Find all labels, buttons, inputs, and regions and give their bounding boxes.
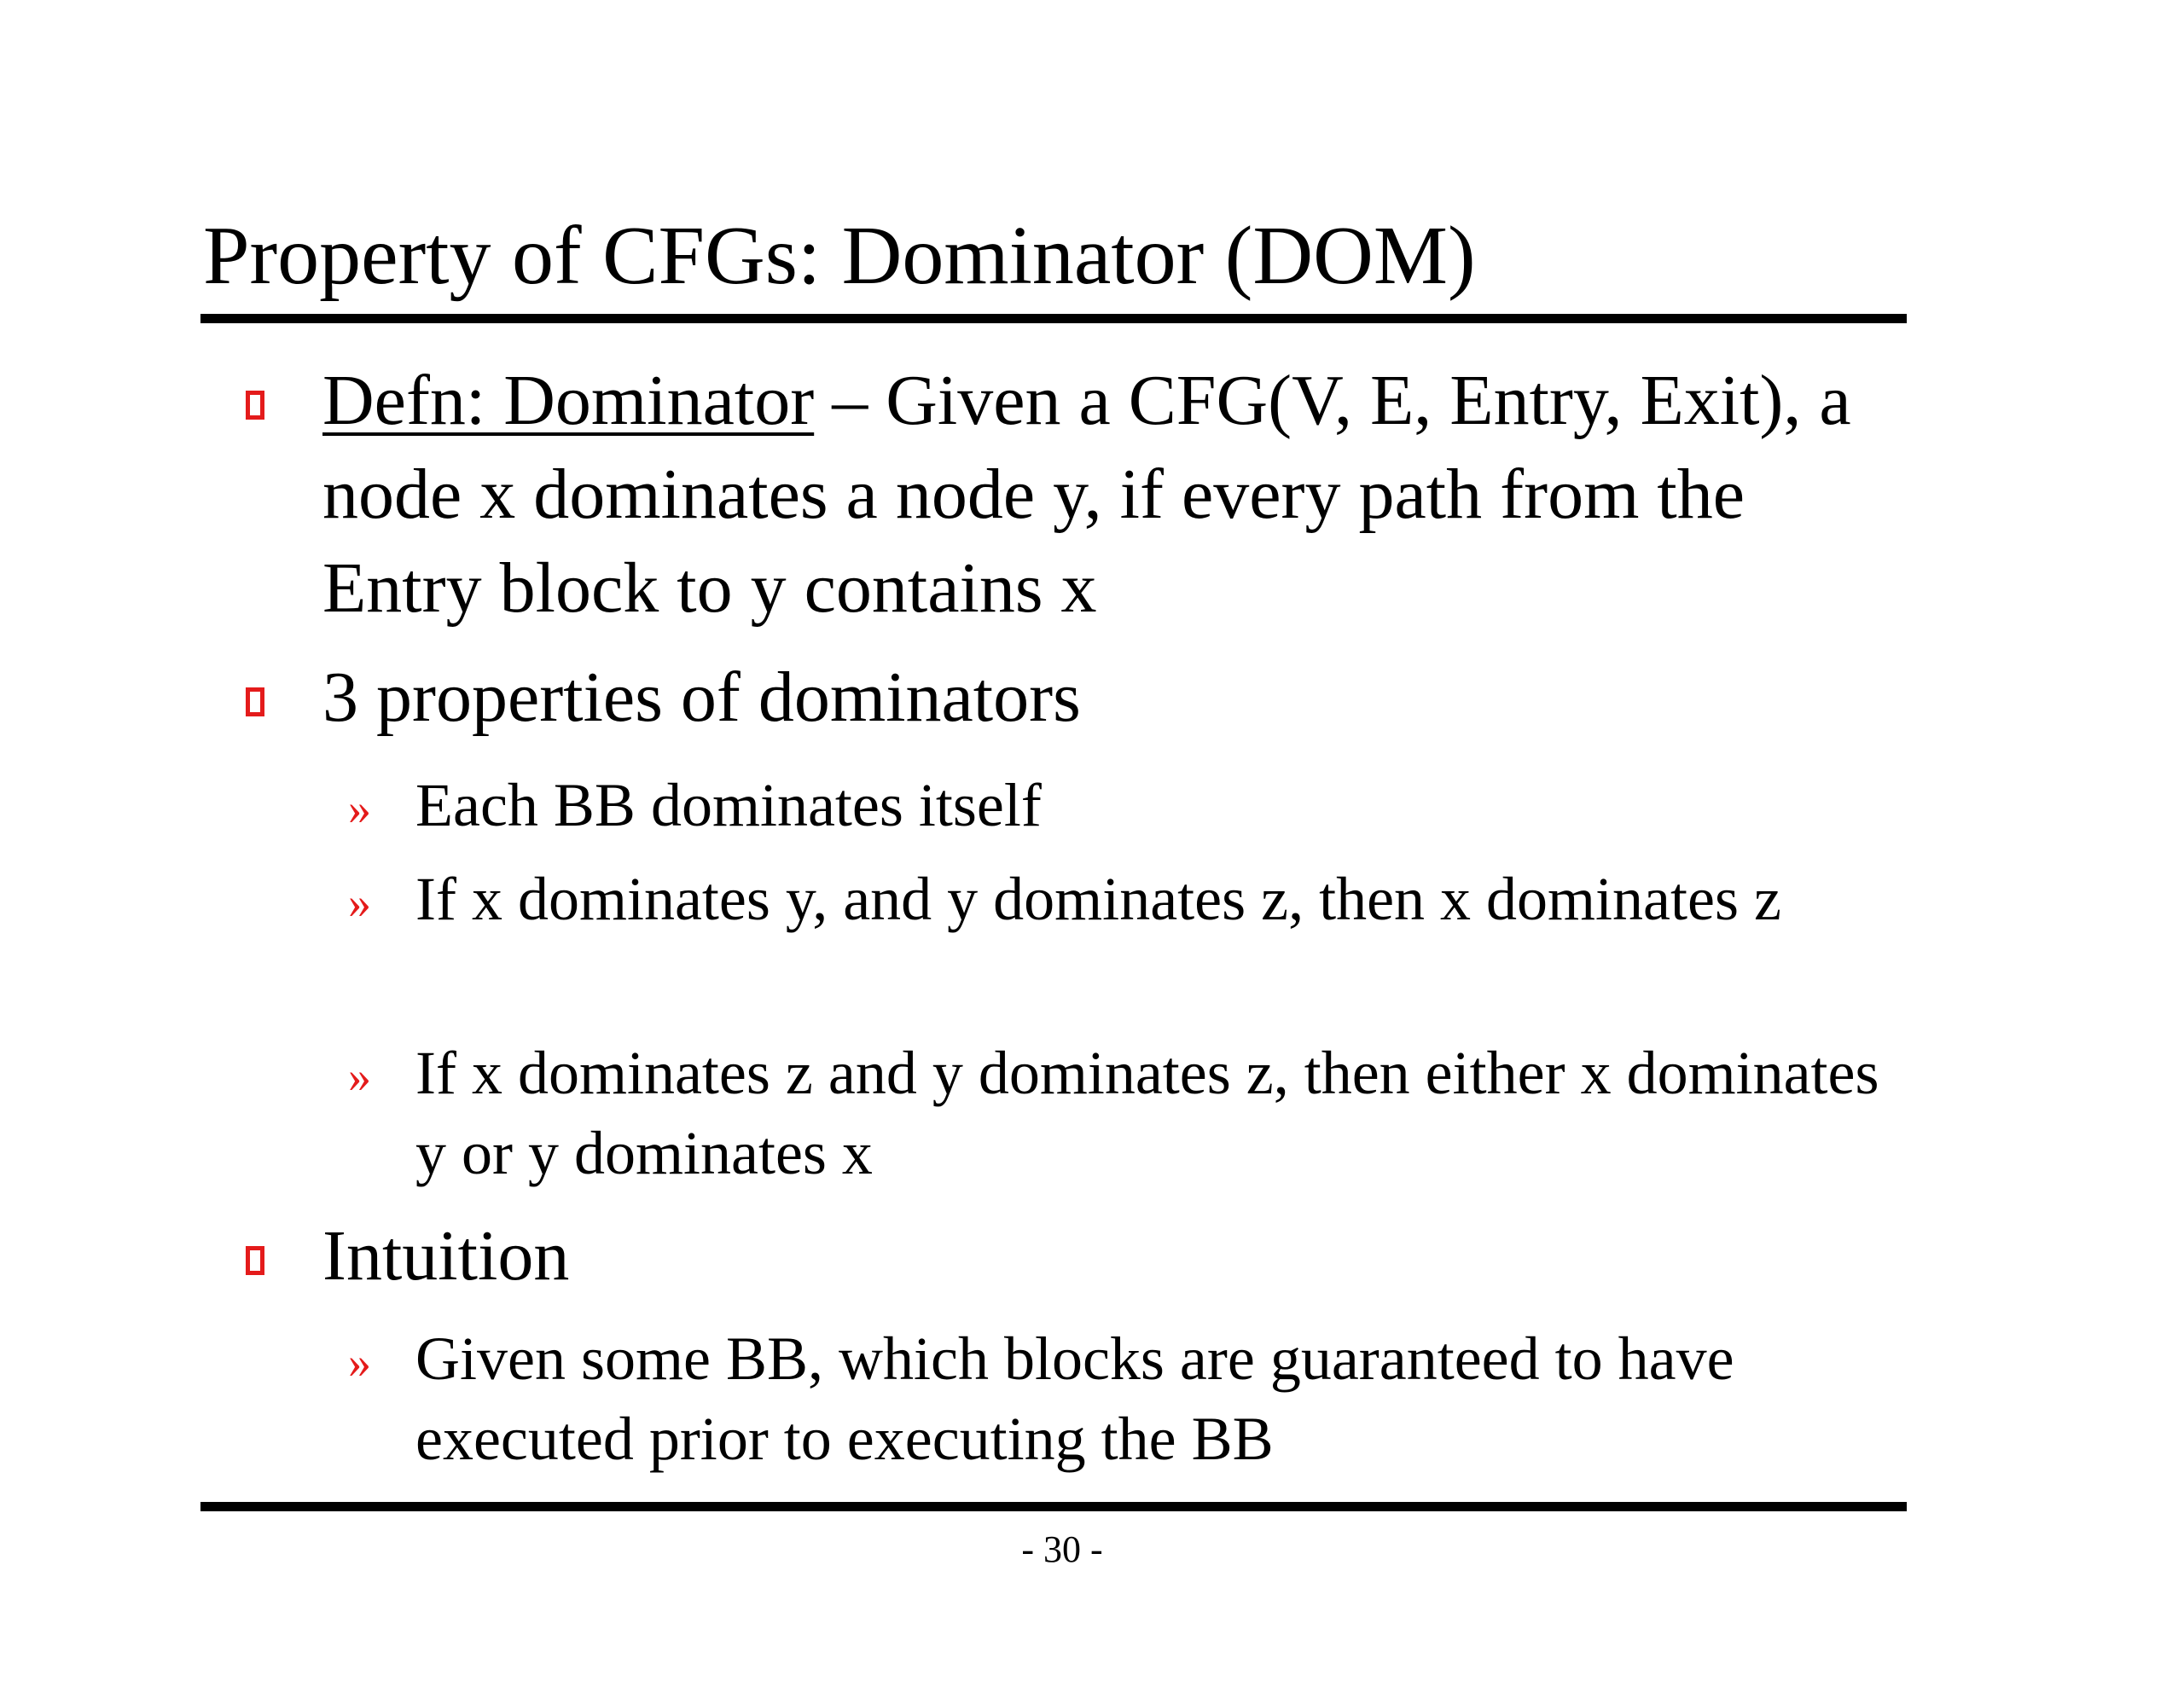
double-chevron-icon: »: [348, 877, 371, 928]
double-chevron-icon: »: [348, 1336, 371, 1388]
footer-divider: [200, 1502, 1907, 1511]
property-item: If x dominates y, and y dominates z, then x dominates z: [415, 865, 1781, 933]
hollow-square-icon: [246, 391, 264, 420]
bullet-intuition: Intuition: [322, 1216, 570, 1296]
intuition-item: Given some BB, which blocks are guaranteed to have executed prior to executing the BB: [415, 1325, 1734, 1473]
definition-text: – Given a CFG(V, E, Entry, Exit), a node x dominates a node y, if every path from the Entry block to y contains x: [322, 361, 1851, 628]
page-number: - 30 -: [1021, 1528, 1103, 1570]
bullet-definition: [322, 354, 1909, 635]
property-item: If x dominates z and y dominates z, then either x dominates y or y dominates x: [415, 1039, 1879, 1187]
double-chevron-icon: »: [348, 1051, 371, 1102]
hollow-square-icon: [246, 1246, 264, 1275]
hollow-square-icon: [246, 687, 264, 716]
slide-title: Property of CFGs: Dominator (DOM): [203, 210, 1476, 302]
bullet-properties: 3 properties of dominators: [322, 658, 1081, 737]
property-item: Each BB dominates itself: [415, 771, 1042, 839]
title-divider: [200, 314, 1907, 323]
double-chevron-icon: »: [348, 783, 371, 834]
definition-term: Defn: Dominator: [322, 361, 815, 440]
